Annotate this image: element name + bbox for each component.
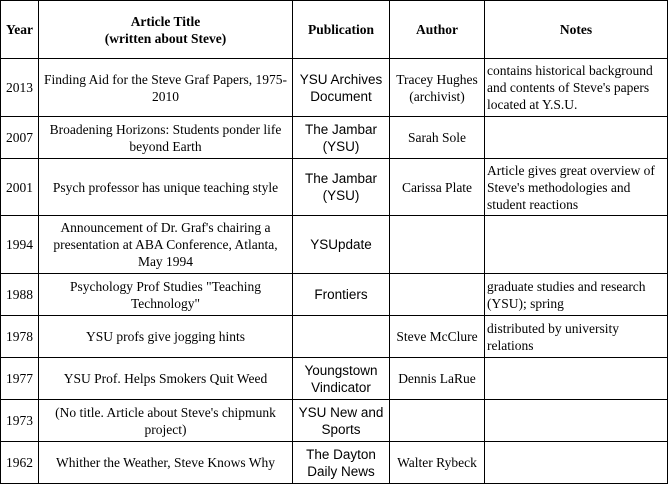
notes-cell (485, 358, 668, 400)
publication-cell (293, 316, 390, 358)
article-title-header-line2: (written about Steve) (104, 30, 227, 46)
article-title-header (39, 1, 293, 59)
year-cell: 2007 (1, 117, 39, 159)
table-row (1, 117, 668, 159)
publication-cell: YSU Archives Document (293, 59, 390, 117)
header-row (1, 1, 668, 59)
year-cell: 1962 (1, 442, 39, 484)
year-cell: 1977 (1, 358, 39, 400)
publication-cell: The Jambar (YSU) (293, 159, 390, 216)
publication-cell: The Dayton Daily News (293, 442, 390, 484)
author-cell: Tracey Hughes (archivist) (390, 59, 485, 117)
author-cell: Walter Rybeck (390, 442, 485, 484)
table-row (1, 274, 668, 316)
year-cell: 1994 (1, 216, 39, 274)
publication-cell: YSU New and Sports (293, 400, 390, 442)
title-cell: (No title. Article about Steve's chipmunk project) (39, 400, 293, 442)
author-cell (390, 400, 485, 442)
article-title-header-line1: Article Title (130, 13, 201, 29)
notes-cell (485, 442, 668, 484)
year-cell: 1988 (1, 274, 39, 316)
year-cell: 2001 (1, 159, 39, 216)
title-cell: YSU profs give jogging hints (39, 316, 293, 358)
notes-cell: distributed by university relations (485, 316, 668, 358)
table-row (1, 316, 668, 358)
publication-cell: The Jambar (YSU) (293, 117, 390, 159)
table-row (1, 159, 668, 216)
publication-cell: YSUpdate (293, 216, 390, 274)
table-row (1, 400, 668, 442)
year-cell: 1973 (1, 400, 39, 442)
title-cell: Psych professor has unique teaching style (39, 159, 293, 216)
author-cell (390, 274, 485, 316)
author-cell: Dennis LaRue (390, 358, 485, 400)
year-cell: 1978 (1, 316, 39, 358)
year-cell: 2013 (1, 59, 39, 117)
table-row (1, 59, 668, 117)
title-cell: Broadening Horizons: Students ponder life beyond Earth (39, 117, 293, 159)
table-row (1, 358, 668, 400)
notes-header: Notes (485, 1, 668, 59)
notes-cell (485, 216, 668, 274)
notes-cell: contains historical background and contents of Steve's papers located at Y.S.U. (485, 59, 668, 117)
title-cell: Psychology Prof Studies "Teaching Technology" (39, 274, 293, 316)
notes-cell: graduate studies and research (YSU); spring (485, 274, 668, 316)
notes-cell (485, 117, 668, 159)
title-cell: Finding Aid for the Steve Graf Papers, 1975-2010 (39, 59, 293, 117)
title-cell: Announcement of Dr. Graf's chairing a presentation at ABA Conference, Atlanta, May 1994 (39, 216, 293, 274)
publication-cell: Frontiers (293, 274, 390, 316)
table-row (1, 442, 668, 484)
author-cell (390, 216, 485, 274)
title-cell: Whither the Weather, Steve Knows Why (39, 442, 293, 484)
notes-cell (485, 400, 668, 442)
publication-cell: Youngstown Vindicator (293, 358, 390, 400)
author-cell: Sarah Sole (390, 117, 485, 159)
year-header: Year (1, 1, 39, 59)
author-cell: Steve McClure (390, 316, 485, 358)
author-header: Author (390, 1, 485, 59)
notes-cell: Article gives great overview of Steve's methodologies and student reactions (485, 159, 668, 216)
author-cell: Carissa Plate (390, 159, 485, 216)
publication-header: Publication (293, 1, 390, 59)
table-row (1, 216, 668, 274)
title-cell: YSU Prof. Helps Smokers Quit Weed (39, 358, 293, 400)
